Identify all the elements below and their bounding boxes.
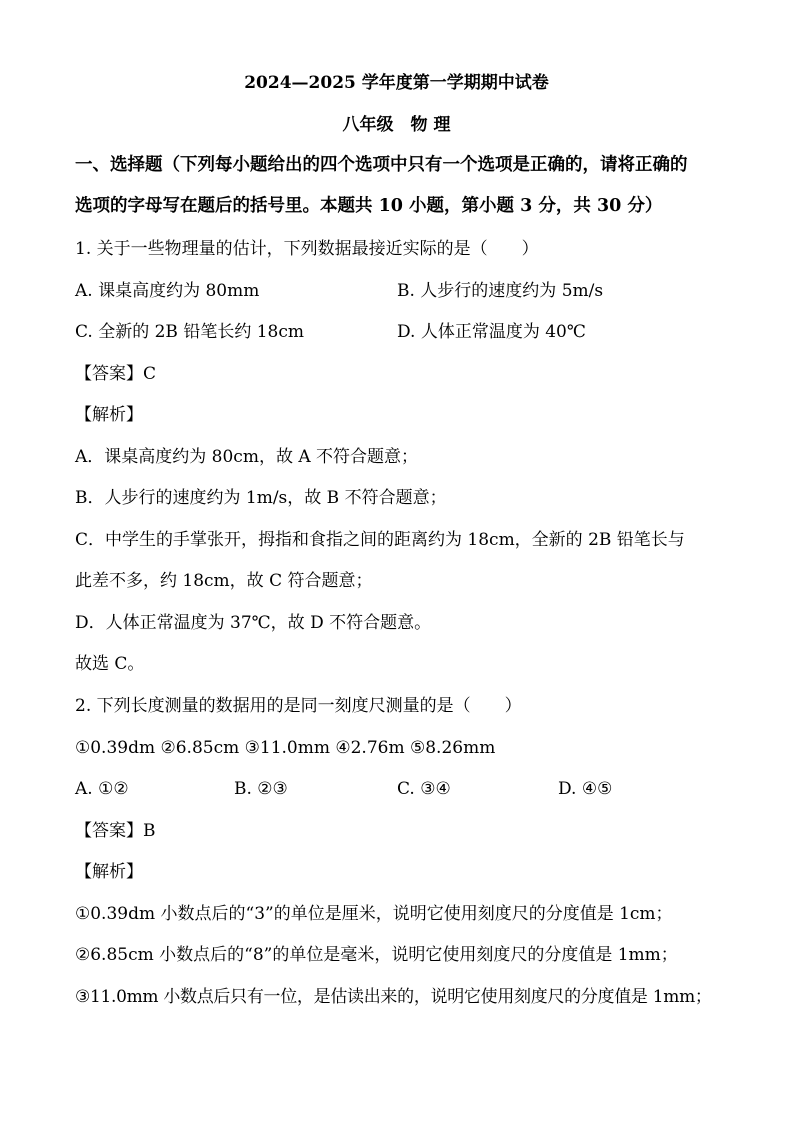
question-2-option-d: D. ④⑤	[558, 779, 613, 799]
question-1-option-a: A. 课桌高度约为 80mm	[75, 281, 260, 301]
question-2-option-a: A. ①②	[75, 779, 129, 799]
question-2-analysis-label: 【解析】	[75, 862, 143, 882]
section-heading-line2: 选项的字母写在题后的括号里。本题共 10 小题，第小题 3 分，共 30 分）	[75, 196, 663, 216]
question-1-option-c: C. 全新的 2B 铅笔长约 18cm	[75, 322, 305, 342]
question-1-option-b: B. 人步行的速度约为 5m/s	[397, 281, 604, 301]
question-2-explanation-2: ②6.85cm 小数点后的“8”的单位是毫米，说明它使用刻度尺的分度值是 1mm；	[75, 945, 678, 965]
question-1-explanation-a: A．课桌高度约为 80cm，故 A 不符合题意；	[75, 447, 419, 467]
question-1-answer: 【答案】C	[75, 364, 157, 384]
question-2-data: ①0.39dm ②6.85cm ③11.0mm ④2.76m ⑤8.26mm	[75, 738, 496, 758]
question-2-explanation-1: ①0.39dm 小数点后的“3”的单位是厘米，说明它使用刻度尺的分度值是 1cm；	[75, 904, 673, 924]
question-1-explanation-b: B．人步行的速度约为 1m/s，故 B 不符合题意；	[75, 488, 447, 508]
question-1-conclusion: 故选 C。	[75, 654, 145, 674]
section-heading-line1: 一、选择题（下列每小题给出的四个选项中只有一个选项是正确的，请将正确的	[75, 155, 688, 175]
question-2-option-b: B. ②③	[234, 779, 288, 799]
question-2-explanation-3: ③11.0mm 小数点后只有一位，是估读出来的，说明它使用刻度尺的分度值是 1mm；	[75, 987, 712, 1007]
question-1-explanation-c2: 此差不多，约 18cm，故 C 符合题意；	[75, 571, 373, 591]
exam-subtitle: 八年级 物 理	[342, 115, 451, 135]
question-1-option-d: D. 人体正常温度为 40℃	[397, 322, 586, 342]
exam-title: 2024—2025 学年度第一学期期中试卷	[244, 73, 549, 93]
question-2-stem: 2. 下列长度测量的数据用的是同一刻度尺测量的是（ ）	[75, 696, 522, 716]
question-2-option-c: C. ③④	[397, 779, 451, 799]
question-1-stem: 1. 关于一些物理量的估计，下列数据最接近实际的是（ ）	[75, 239, 539, 259]
question-1-analysis-label: 【解析】	[75, 405, 143, 425]
question-2-answer: 【答案】B	[75, 821, 156, 841]
question-1-explanation-d: D．人体正常温度为 37℃，故 D 不符合题意。	[75, 613, 432, 633]
question-1-explanation-c1: C．中学生的手掌张开，拇指和食指之间的距离约为 18cm，全新的 2B 铅笔长与	[75, 530, 685, 550]
